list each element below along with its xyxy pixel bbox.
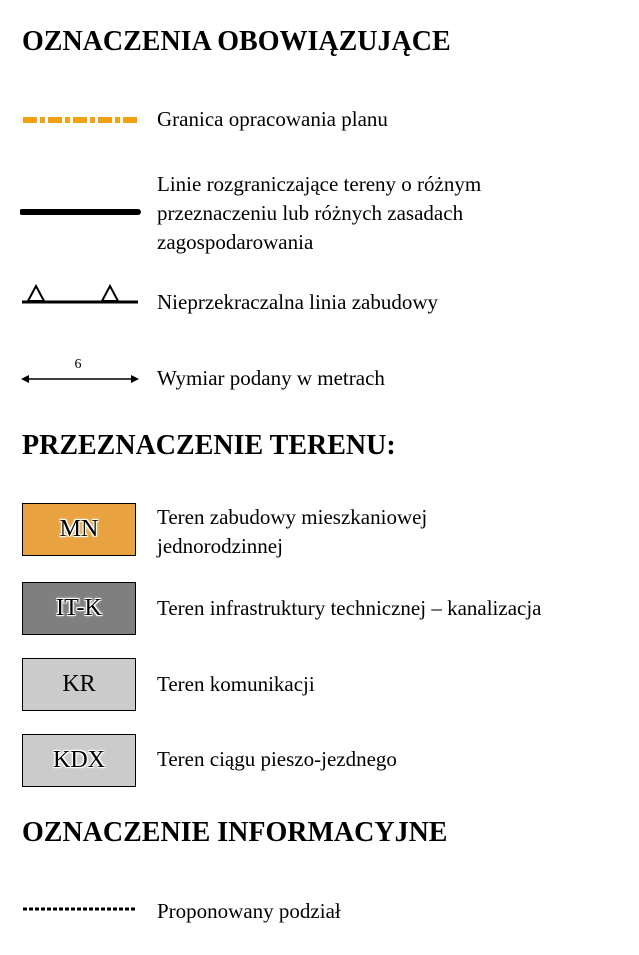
proposed-division-symbol-icon (20, 903, 142, 915)
label-mn-2: jednorodzinnej (157, 534, 283, 558)
heading-land-use: PRZEZNACZENIE TERENU: (22, 430, 396, 461)
label-demarcation-line-1: Linie rozgraniczające tereny o różnym (157, 172, 482, 196)
dimension-value: 6 (74, 357, 82, 372)
heading-binding: OZNACZENIA OBOWIĄZUJĄCE (22, 26, 451, 57)
label-kr: Teren komunikacji (157, 672, 315, 696)
label-dimension: Wymiar podany w metrach (157, 366, 385, 390)
swatch-itk (22, 582, 136, 635)
label-plan-boundary: Granica opracowania planu (157, 107, 388, 131)
label-demarcation-line-3: zagospodarowania (157, 230, 314, 254)
swatch-kdx (22, 734, 136, 787)
triangle-icon (102, 286, 118, 301)
label-demarcation-line-2: przeznaczeniu lub różnych zasadach (157, 201, 464, 225)
plan-boundary-symbol-icon (20, 112, 140, 128)
swatch-mn (22, 503, 136, 556)
code-itk: IT-K (56, 595, 102, 621)
code-kdx: KDX (53, 747, 105, 773)
swatch-kr (22, 658, 136, 711)
label-itk: Teren infrastruktury technicznej – kanalizacja (157, 596, 542, 620)
demarcation-line-symbol-icon (20, 203, 142, 221)
triangle-icon (28, 286, 44, 301)
label-kdx: Teren ciągu pieszo-jezdnego (157, 747, 397, 771)
heading-informational: OZNACZENIE INFORMACYJNE (22, 817, 448, 848)
dimension-arrow-icon (20, 352, 144, 390)
label-proposed-division: Proponowany podział (157, 899, 341, 923)
label-building-line: Nieprzekraczalna linia zabudowy (157, 290, 439, 314)
code-kr: KR (62, 671, 96, 697)
code-mn: MN (59, 516, 99, 542)
label-mn-1: Teren zabudowy mieszkaniowej (157, 505, 428, 529)
building-line-symbol-icon (20, 280, 142, 310)
